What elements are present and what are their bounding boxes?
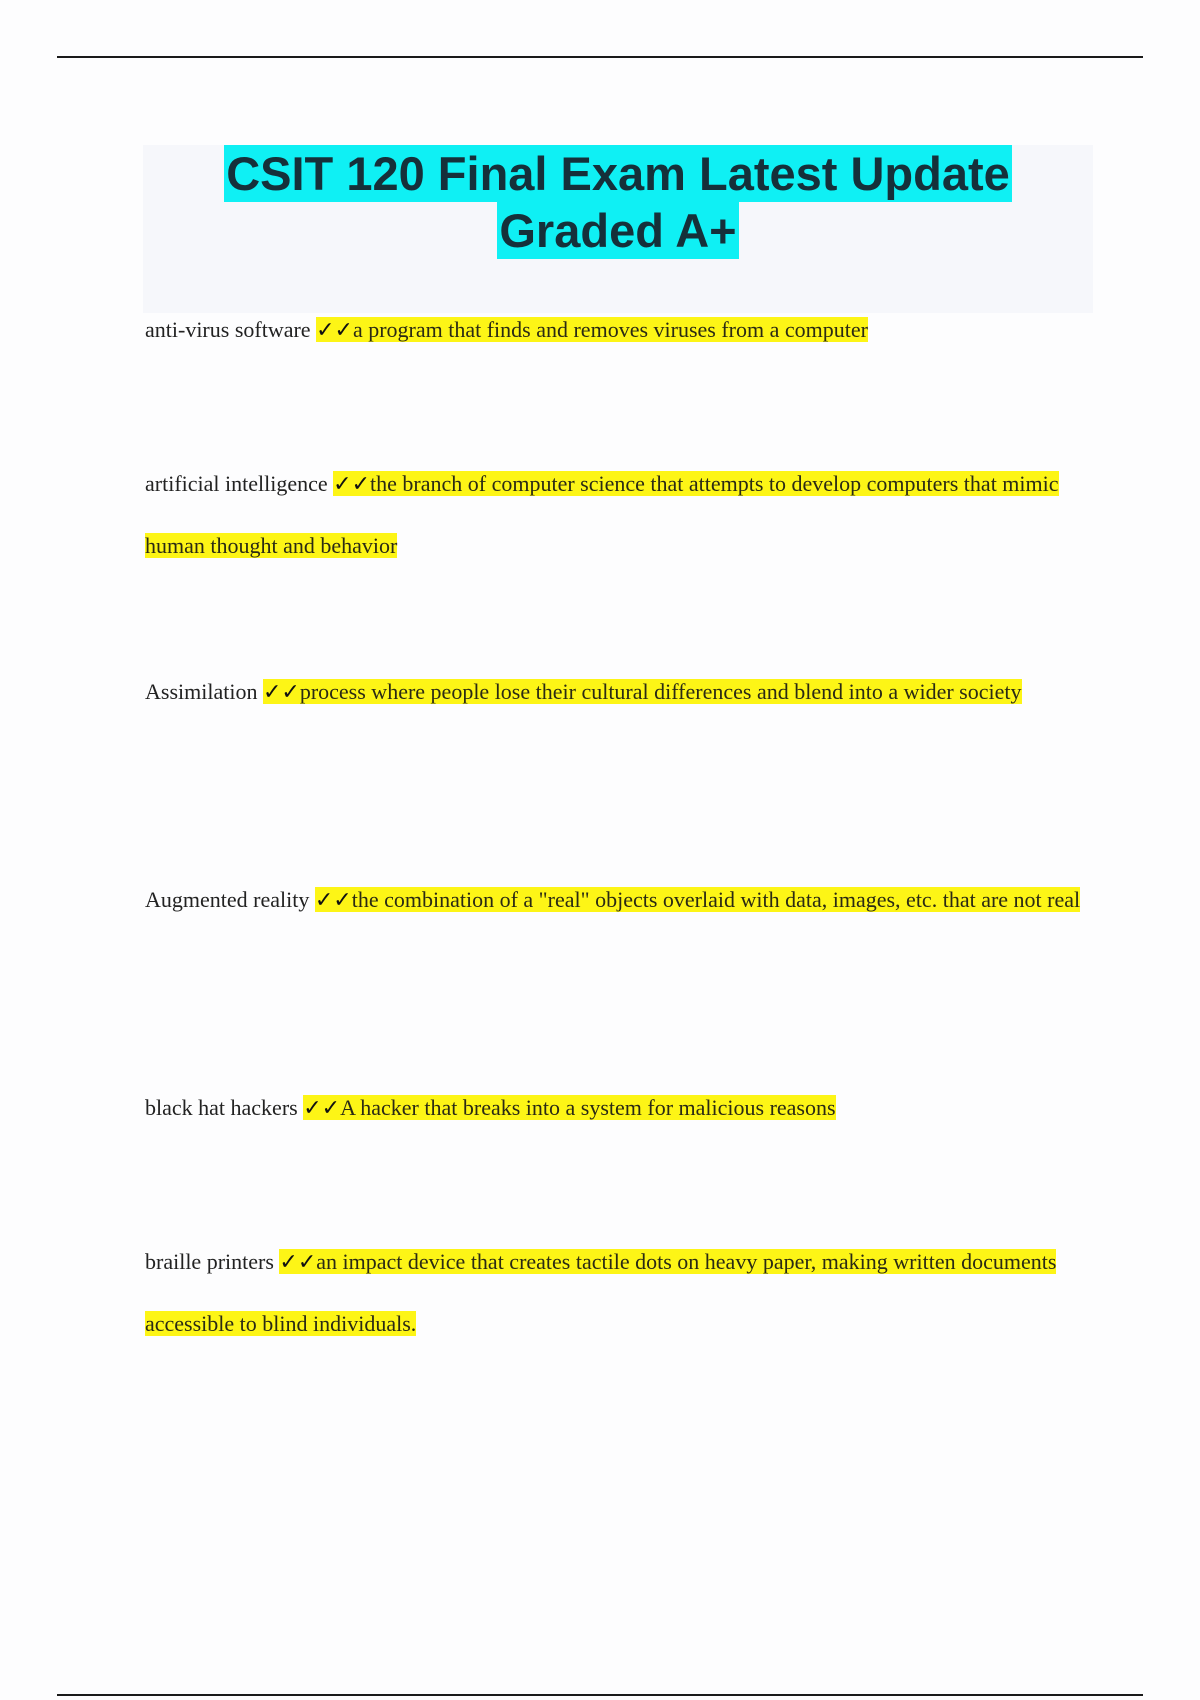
flashcard-entry (145, 1231, 1085, 1354)
flashcard-entry (145, 299, 1085, 361)
flashcard-entry (145, 661, 1085, 723)
entry-term: black hat hackers (145, 1095, 298, 1120)
entry-term: Augmented reality (145, 887, 310, 912)
page-title-line-2: Graded A+ (499, 204, 737, 257)
entry-definition: the branch of computer science that attempts to develop computers that mimic human thought and behavior (145, 471, 1059, 558)
entry-term: artificial intelligence (145, 471, 328, 496)
double-check-icon: ✓✓ (314, 888, 352, 913)
entry-term: anti-virus software (145, 317, 311, 342)
entry-term: Assimilation (145, 679, 258, 704)
double-check-icon: ✓✓ (316, 318, 353, 343)
entry-definition: A hacker that breaks into a system for malicious reasons (340, 1095, 836, 1120)
double-check-icon: ✓✓ (303, 1096, 341, 1121)
double-check-icon: ✓✓ (333, 472, 371, 497)
flashcard-entry (145, 869, 1085, 931)
entry-definition: process where people lose their cultural differences and blend into a wider society (299, 679, 1022, 704)
page-title-line-1: CSIT 120 Final Exam Latest Update (226, 147, 1010, 200)
flashcard-entry (145, 1077, 1085, 1139)
entry-term: braille printers (145, 1249, 274, 1274)
entry-definition: a program that finds and removes viruses from a computer (352, 317, 868, 342)
entry-definition: an impact device that creates tactile dots on heavy paper, making written documents accessible to blind individuals. (145, 1249, 1057, 1336)
footer-rule (57, 1694, 1143, 1696)
header-rule (57, 56, 1143, 58)
flashcard-entry (145, 453, 1085, 576)
entry-definition: the combination of a "real" objects overlaid with data, images, etc. that are not real (351, 887, 1081, 912)
title-block (143, 145, 1093, 313)
double-check-icon: ✓✓ (279, 1250, 317, 1275)
double-check-icon: ✓✓ (262, 680, 300, 705)
